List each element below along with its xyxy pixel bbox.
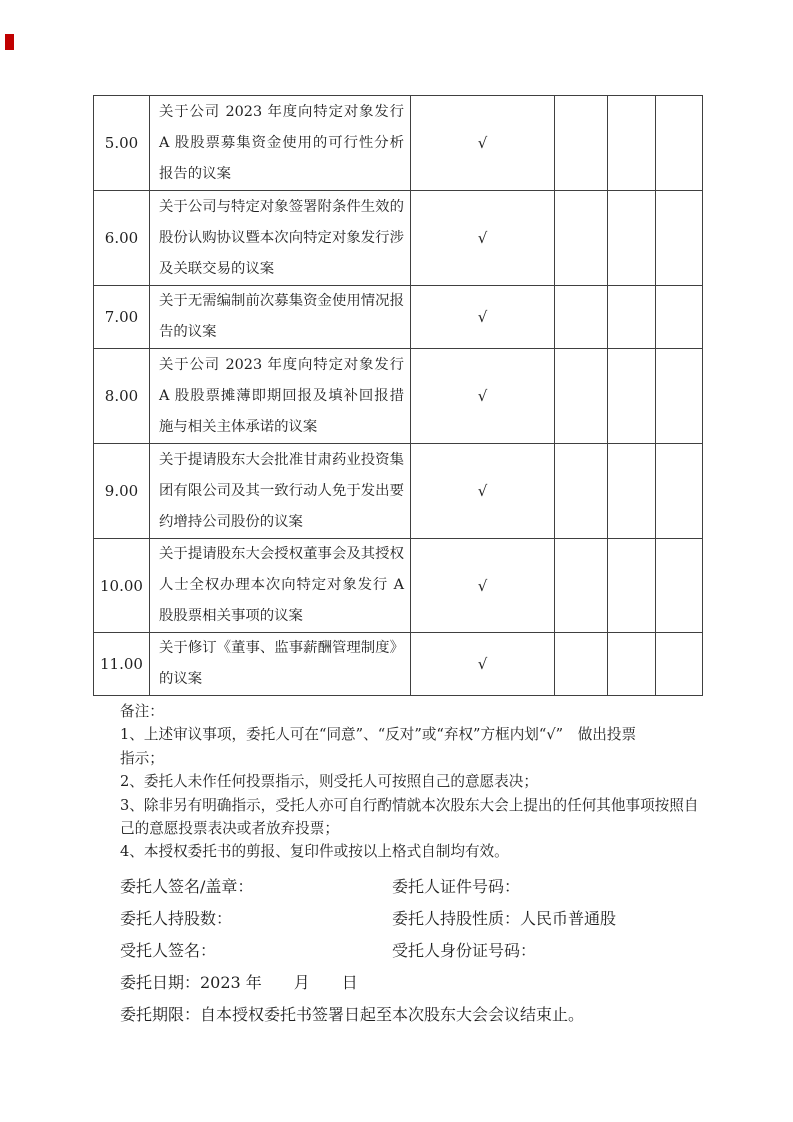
vote-cell-c — [608, 633, 656, 696]
entrust-date-label: 委托日期：2023 年 月 日 — [120, 973, 358, 992]
vote-agree-cell: √ — [411, 286, 555, 349]
remark-line: 指示； — [120, 749, 164, 767]
blank — [392, 974, 760, 992]
vote-cell-c — [608, 444, 656, 539]
proposal-row — [94, 286, 703, 349]
proxy-id-label: 受托人身份证号码： — [392, 941, 537, 960]
principal-share-type-label: 委托人持股性质：人民币普通股 — [392, 909, 617, 928]
vote-cell-c — [608, 539, 656, 633]
remark-line: 4、本授权委托书的剪报、复印件或按以上格式自制均有效。 — [120, 843, 509, 861]
vote-cell-c — [608, 286, 656, 349]
proposal-row — [94, 96, 703, 191]
proposal-row — [94, 191, 703, 286]
proposal-text: 关于修订《董事、监事薪酬管理制度》的议案 — [150, 633, 411, 696]
signature-section — [120, 874, 760, 1024]
vote-agree-cell: √ — [411, 191, 555, 286]
signature-row — [120, 1006, 760, 1024]
vote-cell-c — [608, 349, 656, 444]
remark-line: 己的意愿投票表决或者放弃投票； — [120, 819, 339, 837]
vote-agree-cell: √ — [411, 633, 555, 696]
vote-cell-b — [555, 633, 608, 696]
remark-line: 1、上述审议事项，委托人可在“同意”、“反对”或“弃权”方框内划“√” 做出投票 — [120, 726, 637, 744]
vote-cell-d — [656, 191, 703, 286]
proposal-text: 关于公司 2023 年度向特定对象发行 A 股股票募集资金使用的可行性分析报告的议案 — [150, 96, 411, 191]
vote-cell-d — [656, 444, 703, 539]
vote-cell-d — [656, 286, 703, 349]
proposal-row — [94, 633, 703, 696]
proposal-text: 关于公司 2023 年度向特定对象发行 A 股股票摊薄即期回报及填补回报措施与相关主体承诺的议案 — [150, 349, 411, 444]
proposal-text: 关于公司与特定对象签署附条件生效的股份认购协议暨本次向特定对象发行涉及关联交易的议案 — [150, 191, 411, 286]
proposal-number: 8.00 — [94, 349, 150, 444]
red-page-marker — [5, 34, 14, 50]
remark-line: 3、除非另有明确指示，受托人亦可自行酌情就本次股东大会上提出的任何其他事项按照自 — [120, 796, 699, 814]
proposal-text: 关于提请股东大会批准甘肃药业投资集团有限公司及其一致行动人免于发出要约增持公司股份的议案 — [150, 444, 411, 539]
vote-cell-c — [608, 96, 656, 191]
vote-agree-cell: √ — [411, 539, 555, 633]
vote-cell-b — [555, 539, 608, 633]
remarks-title: 备注： — [120, 703, 164, 720]
vote-cell-d — [656, 349, 703, 444]
signature-row — [120, 942, 760, 960]
proposal-number: 6.00 — [94, 191, 150, 286]
blank — [392, 1006, 760, 1024]
vote-cell-b — [555, 349, 608, 444]
proposal-row — [94, 444, 703, 539]
vote-cell-b — [555, 96, 608, 191]
principal-signature-label: 委托人签名/盖章： — [120, 877, 254, 896]
proxy-signature-label: 受托人签名： — [120, 941, 217, 960]
vote-agree-cell: √ — [411, 349, 555, 444]
proposal-number: 5.00 — [94, 96, 150, 191]
proposal-text: 关于无需编制前次募集资金使用情况报告的议案 — [150, 286, 411, 349]
signature-row — [120, 974, 760, 992]
proposal-row — [94, 349, 703, 444]
proposal-row — [94, 539, 703, 633]
vote-cell-d — [656, 96, 703, 191]
vote-cell-b — [555, 286, 608, 349]
vote-cell-b — [555, 191, 608, 286]
signature-row — [120, 878, 760, 896]
proposal-number: 7.00 — [94, 286, 150, 349]
vote-cell-c — [608, 191, 656, 286]
proposal-text: 关于提请股东大会授权董事会及其授权人士全权办理本次向特定对象发行 A 股股票相关事项的议案 — [150, 539, 411, 633]
remarks-section — [120, 700, 760, 864]
principal-shares-label: 委托人持股数： — [120, 909, 233, 928]
vote-table — [93, 95, 703, 696]
vote-agree-cell: √ — [411, 444, 555, 539]
principal-id-label: 委托人证件号码： — [392, 877, 521, 896]
vote-cell-d — [656, 633, 703, 696]
proposal-number: 9.00 — [94, 444, 150, 539]
vote-cell-d — [656, 539, 703, 633]
vote-cell-b — [555, 444, 608, 539]
entrust-term-label: 委托期限：自本授权委托书签署日起至本次股东大会会议结束止。 — [120, 1005, 585, 1024]
signature-row — [120, 910, 760, 928]
vote-agree-cell: √ — [411, 96, 555, 191]
proposal-number: 11.00 — [94, 633, 150, 696]
proposal-number: 10.00 — [94, 539, 150, 633]
remark-line: 2、委托人未作任何投票指示，则受托人可按照自己的意愿表决； — [120, 773, 538, 791]
